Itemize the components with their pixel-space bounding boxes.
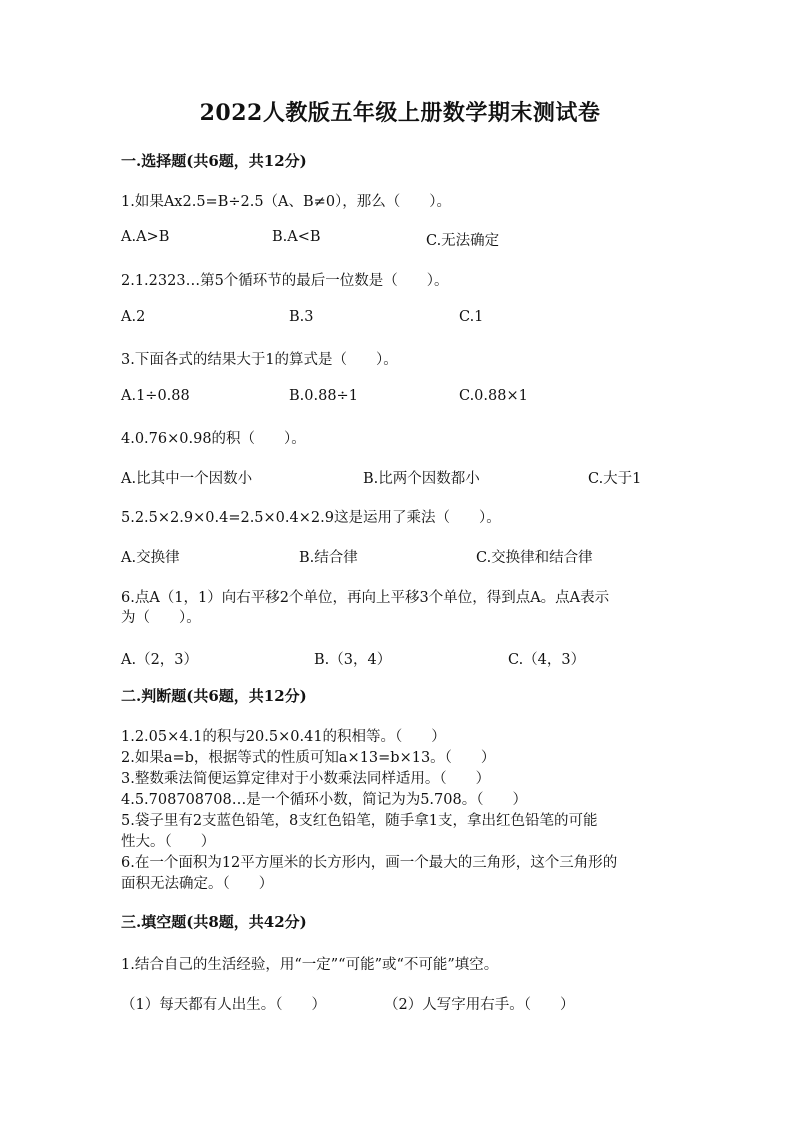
option-b: B.0.88÷1 [289, 388, 358, 404]
option-a: A.2 [121, 309, 146, 325]
judgement-line: 5.袋子里有2支蓝色铅笔，8支红色铅笔，随手拿1支，拿出红色铅笔的可能 [121, 813, 598, 829]
question-text: 6.点A（1，1）向右平移2个单位，再向上平移3个单位，得到点A。点A表示 [121, 590, 610, 606]
judgement-line: 面积无法确定。（ ） [121, 876, 274, 892]
question-text: 2.1.2323…第5个循环节的最后一位数是（ ）。 [121, 273, 449, 289]
option-c: C.大于1 [588, 471, 642, 487]
judgement-line: 2.如果a=b，根据等式的性质可知a×13=b×13。（ ） [121, 750, 496, 766]
option-b: B.（3，4） [314, 652, 392, 668]
section-heading-judgement: 二.判断题(共6题，共12分) [121, 687, 307, 705]
option-a: A.A>B [121, 229, 170, 245]
fill-item: （2）人写字用右手。（ ） [384, 997, 575, 1013]
option-b: B.A<B [272, 229, 321, 245]
option-c: C.无法确定 [426, 233, 500, 249]
option-a: A.交换律 [121, 550, 180, 566]
fill-item: （1）每天都有人出生。（ ） [121, 997, 326, 1013]
judgement-line: 1.2.05×4.1的积与20.5×0.41的积相等。（ ） [121, 729, 446, 745]
option-b: B.比两个因数都小 [363, 471, 480, 487]
section-heading-choice: 一.选择题(共6题，共12分) [121, 152, 307, 170]
option-b: B.结合律 [299, 550, 358, 566]
option-b: B.3 [289, 309, 314, 325]
option-c: C.（4，3） [508, 652, 586, 668]
judgement-line: 6.在一个面积为12平方厘米的长方形内，画一个最大的三角形，这个三角形的 [121, 855, 618, 871]
option-a: A.比其中一个因数小 [121, 471, 253, 487]
option-a: A.1÷0.88 [121, 388, 190, 404]
page-title: 2022人教版五年级上册数学期末测试卷 [199, 100, 601, 126]
section-heading-fill: 三.填空题(共8题，共42分) [121, 913, 307, 931]
judgement-line: 性大。（ ） [121, 834, 216, 850]
question-text: 4.0.76×0.98的积（ ）。 [121, 431, 306, 447]
option-c: C.0.88×1 [459, 388, 528, 404]
judgement-line: 4.5.708708708…是一个循环小数，简记为为5.708。（ ） [121, 792, 527, 808]
question-text: 3.下面各式的结果大于1的算式是（ ）。 [121, 352, 398, 368]
question-text-continued: 为（ ）。 [121, 610, 201, 626]
question-text: 5.2.5×2.9×0.4=2.5×0.4×2.9这是运用了乘法（ ）。 [121, 510, 501, 526]
question-text: 1.结合自己的生活经验，用“一定”“可能”或“不可能”填空。 [121, 957, 499, 973]
question-text: 1.如果Ax2.5=B÷2.5（A、B≠0），那么（ ）。 [121, 194, 452, 210]
option-c: C.交换律和结合律 [476, 550, 593, 566]
option-a: A.（2，3） [121, 652, 199, 668]
judgement-line: 3.整数乘法简便运算定律对于小数乘法同样适用。（ ） [121, 771, 491, 787]
option-c: C.1 [459, 309, 484, 325]
